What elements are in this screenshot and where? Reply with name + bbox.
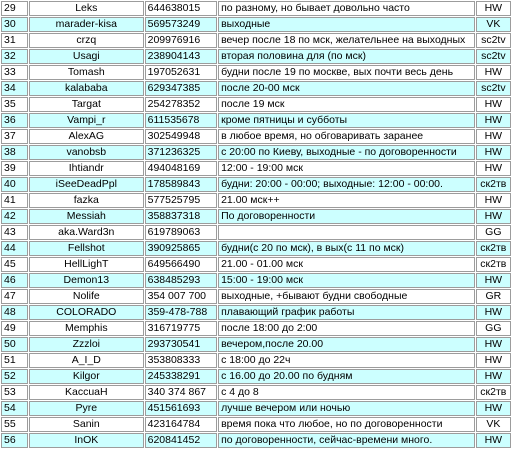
play-time-cell: 12:00 - 19:00 мск (218, 161, 475, 176)
icq-number-cell: 423164784 (145, 417, 217, 432)
icq-number-cell: 577525795 (145, 193, 217, 208)
play-time-cell: будни(с 20 по мск), в вых(с 11 по мск) (218, 241, 475, 256)
nickname-cell: marader-kisa (29, 17, 144, 32)
nickname-cell: Zzzloi (29, 337, 144, 352)
play-time-cell: по разному, но бывает довольно часто (218, 1, 475, 16)
icq-number-cell: 293730541 (145, 337, 217, 352)
server-cell: HW (476, 129, 511, 144)
server-cell: VK (476, 17, 511, 32)
nickname-cell: Sanin (29, 417, 144, 432)
row-number: 52 (1, 369, 28, 384)
server-cell: HW (476, 113, 511, 128)
row-number: 44 (1, 241, 28, 256)
table-row (1, 241, 511, 256)
icq-number-cell: 340 374 867 (145, 385, 217, 400)
server-cell: GR (476, 289, 511, 304)
row-number: 49 (1, 321, 28, 336)
icq-number-cell: 451561693 (145, 401, 217, 416)
table-row (1, 129, 511, 144)
icq-number-cell: 238904143 (145, 49, 217, 64)
table-row (1, 385, 511, 400)
table-row (1, 417, 511, 432)
row-number: 29 (1, 1, 28, 16)
table-row (1, 433, 511, 448)
nickname-cell: Demon13 (29, 273, 144, 288)
icq-number-cell: 353808333 (145, 353, 217, 368)
play-time-cell: с 20:00 по Киеву, выходные - по договоренности (218, 145, 475, 160)
play-time-cell: с 18:00 до 22ч (218, 353, 475, 368)
table-row (1, 17, 511, 32)
row-number: 56 (1, 433, 28, 448)
nickname-cell: Ihtiandr (29, 161, 144, 176)
row-number: 30 (1, 17, 28, 32)
play-time-cell: после 20-00 мск (218, 81, 475, 96)
table-row (1, 209, 511, 224)
play-time-cell: плавающий график работы (218, 305, 475, 320)
icq-number-cell: 197052631 (145, 65, 217, 80)
play-time-cell: с 4 до 8 (218, 385, 475, 400)
icq-number-cell: 209976916 (145, 33, 217, 48)
icq-number-cell: 611535678 (145, 113, 217, 128)
nickname-cell: InOK (29, 433, 144, 448)
row-number: 38 (1, 145, 28, 160)
table-row (1, 353, 511, 368)
icq-number-cell: 619789063 (145, 225, 217, 240)
row-number: 39 (1, 161, 28, 176)
icq-number-cell: 316719775 (145, 321, 217, 336)
icq-number-cell: 390925865 (145, 241, 217, 256)
table-row (1, 177, 511, 192)
row-number: 43 (1, 225, 28, 240)
server-cell: HW (476, 305, 511, 320)
table-row (1, 145, 511, 160)
icq-number-cell: 245338291 (145, 369, 217, 384)
server-cell: HW (476, 145, 511, 160)
icq-number-cell: 494048169 (145, 161, 217, 176)
play-time-cell: выходные, +бывают будни свободные (218, 289, 475, 304)
row-number: 34 (1, 81, 28, 96)
nickname-cell: crzq (29, 33, 144, 48)
play-time-cell: в любое время, но обговаривать заранее (218, 129, 475, 144)
row-number: 37 (1, 129, 28, 144)
nickname-cell: Nolife (29, 289, 144, 304)
play-time-cell: по договоренности, сейчас-времени много. (218, 433, 475, 448)
row-number: 53 (1, 385, 28, 400)
row-number: 55 (1, 417, 28, 432)
table-row (1, 97, 511, 112)
server-cell: GG (476, 321, 511, 336)
server-cell: HW (476, 1, 511, 16)
table-row (1, 225, 511, 240)
table-row (1, 257, 511, 272)
icq-number-cell: 359-478-788 (145, 305, 217, 320)
icq-number-cell: 371236325 (145, 145, 217, 160)
table-row (1, 113, 511, 128)
nickname-cell: AlexAG (29, 129, 144, 144)
row-number: 42 (1, 209, 28, 224)
icq-number-cell: 254278352 (145, 97, 217, 112)
play-time-cell: вечером,после 20.00 (218, 337, 475, 352)
row-number: 35 (1, 97, 28, 112)
table-row (1, 81, 511, 96)
table-row (1, 369, 511, 384)
icq-number-cell: 354 007 700 (145, 289, 217, 304)
nickname-cell: KaccuaH (29, 385, 144, 400)
server-cell: ск2тв (476, 385, 511, 400)
icq-number-cell: 638485293 (145, 273, 217, 288)
nickname-cell: iSeeDeadPpl (29, 177, 144, 192)
table-row (1, 273, 511, 288)
server-cell: ск2тв (476, 241, 511, 256)
row-number: 54 (1, 401, 28, 416)
nickname-cell: aka.Ward3n (29, 225, 144, 240)
play-time-cell: после 19 мск (218, 97, 475, 112)
nickname-cell: Usagi (29, 49, 144, 64)
nickname-cell: Leks (29, 1, 144, 16)
server-cell: HW (476, 193, 511, 208)
server-cell: HW (476, 433, 511, 448)
nickname-cell: Fellshot (29, 241, 144, 256)
row-number: 33 (1, 65, 28, 80)
row-number: 36 (1, 113, 28, 128)
table-row (1, 161, 511, 176)
server-cell: HW (476, 401, 511, 416)
table-row (1, 321, 511, 336)
icq-number-cell: 644638015 (145, 1, 217, 16)
nickname-cell: Targat (29, 97, 144, 112)
server-cell: HW (476, 273, 511, 288)
nickname-cell: Tomash (29, 65, 144, 80)
play-time-cell: 21.00 мск++ (218, 193, 475, 208)
server-cell: sc2tv (476, 33, 511, 48)
server-cell: ск2тв (476, 257, 511, 272)
row-number: 45 (1, 257, 28, 272)
play-time-cell: с 16.00 до 20.00 по будням (218, 369, 475, 384)
row-number: 31 (1, 33, 28, 48)
table-row (1, 193, 511, 208)
row-number: 32 (1, 49, 28, 64)
play-time-cell: 15:00 - 19:00 мск (218, 273, 475, 288)
nickname-cell: Messiah (29, 209, 144, 224)
icq-number-cell: 358837318 (145, 209, 217, 224)
server-cell: HW (476, 65, 511, 80)
play-time-cell: лучше вечером или ночью (218, 401, 475, 416)
nickname-cell: A_I_D (29, 353, 144, 368)
nickname-cell: Memphis (29, 321, 144, 336)
play-time-cell: будни после 19 по москве, вых почти весь день (218, 65, 475, 80)
row-number: 47 (1, 289, 28, 304)
play-time-cell: выходные (218, 17, 475, 32)
nickname-cell: kalababa (29, 81, 144, 96)
row-number: 50 (1, 337, 28, 352)
play-time-cell: По договоренности (218, 209, 475, 224)
play-time-cell: 21.00 - 01.00 мск (218, 257, 475, 272)
row-number: 40 (1, 177, 28, 192)
icq-number-cell: 649566490 (145, 257, 217, 272)
icq-number-cell: 569573249 (145, 17, 217, 32)
play-time-cell: после 18:00 до 2:00 (218, 321, 475, 336)
server-cell: sc2tv (476, 49, 511, 64)
table-row (1, 33, 511, 48)
table-row (1, 305, 511, 320)
table-row (1, 401, 511, 416)
icq-number-cell: 302549948 (145, 129, 217, 144)
players-table-body (1, 1, 511, 448)
server-cell: HW (476, 369, 511, 384)
row-number: 41 (1, 193, 28, 208)
server-cell: GG (476, 225, 511, 240)
icq-number-cell: 629347385 (145, 81, 217, 96)
nickname-cell: vanobsb (29, 145, 144, 160)
play-time-cell (218, 225, 475, 240)
nickname-cell: Kilgor (29, 369, 144, 384)
row-number: 48 (1, 305, 28, 320)
server-cell: sc2tv (476, 81, 511, 96)
server-cell: VK (476, 417, 511, 432)
server-cell: HW (476, 337, 511, 352)
play-time-cell: вторая половина для (по мск) (218, 49, 475, 64)
table-row (1, 1, 511, 16)
nickname-cell: fazka (29, 193, 144, 208)
nickname-cell: COLORADO (29, 305, 144, 320)
table-row (1, 65, 511, 80)
server-cell: HW (476, 161, 511, 176)
table-row (1, 289, 511, 304)
icq-number-cell: 178589843 (145, 177, 217, 192)
row-number: 46 (1, 273, 28, 288)
icq-number-cell: 620841452 (145, 433, 217, 448)
play-time-cell: кроме пятницы и субботы (218, 113, 475, 128)
server-cell: ск2тв (476, 177, 511, 192)
table-row (1, 49, 511, 64)
server-cell: HW (476, 209, 511, 224)
play-time-cell: вечер после 18 по мск, желательнее на выходных (218, 33, 475, 48)
server-cell: HW (476, 97, 511, 112)
table-row (1, 337, 511, 352)
nickname-cell: HellLighT (29, 257, 144, 272)
play-time-cell: будни: 20:00 - 00:00; выходные: 12:00 - 00:00. (218, 177, 475, 192)
nickname-cell: Vampi_r (29, 113, 144, 128)
nickname-cell: Pyre (29, 401, 144, 416)
server-cell: HW (476, 353, 511, 368)
row-number: 51 (1, 353, 28, 368)
play-time-cell: время пока что любое, но по договоренности (218, 417, 475, 432)
